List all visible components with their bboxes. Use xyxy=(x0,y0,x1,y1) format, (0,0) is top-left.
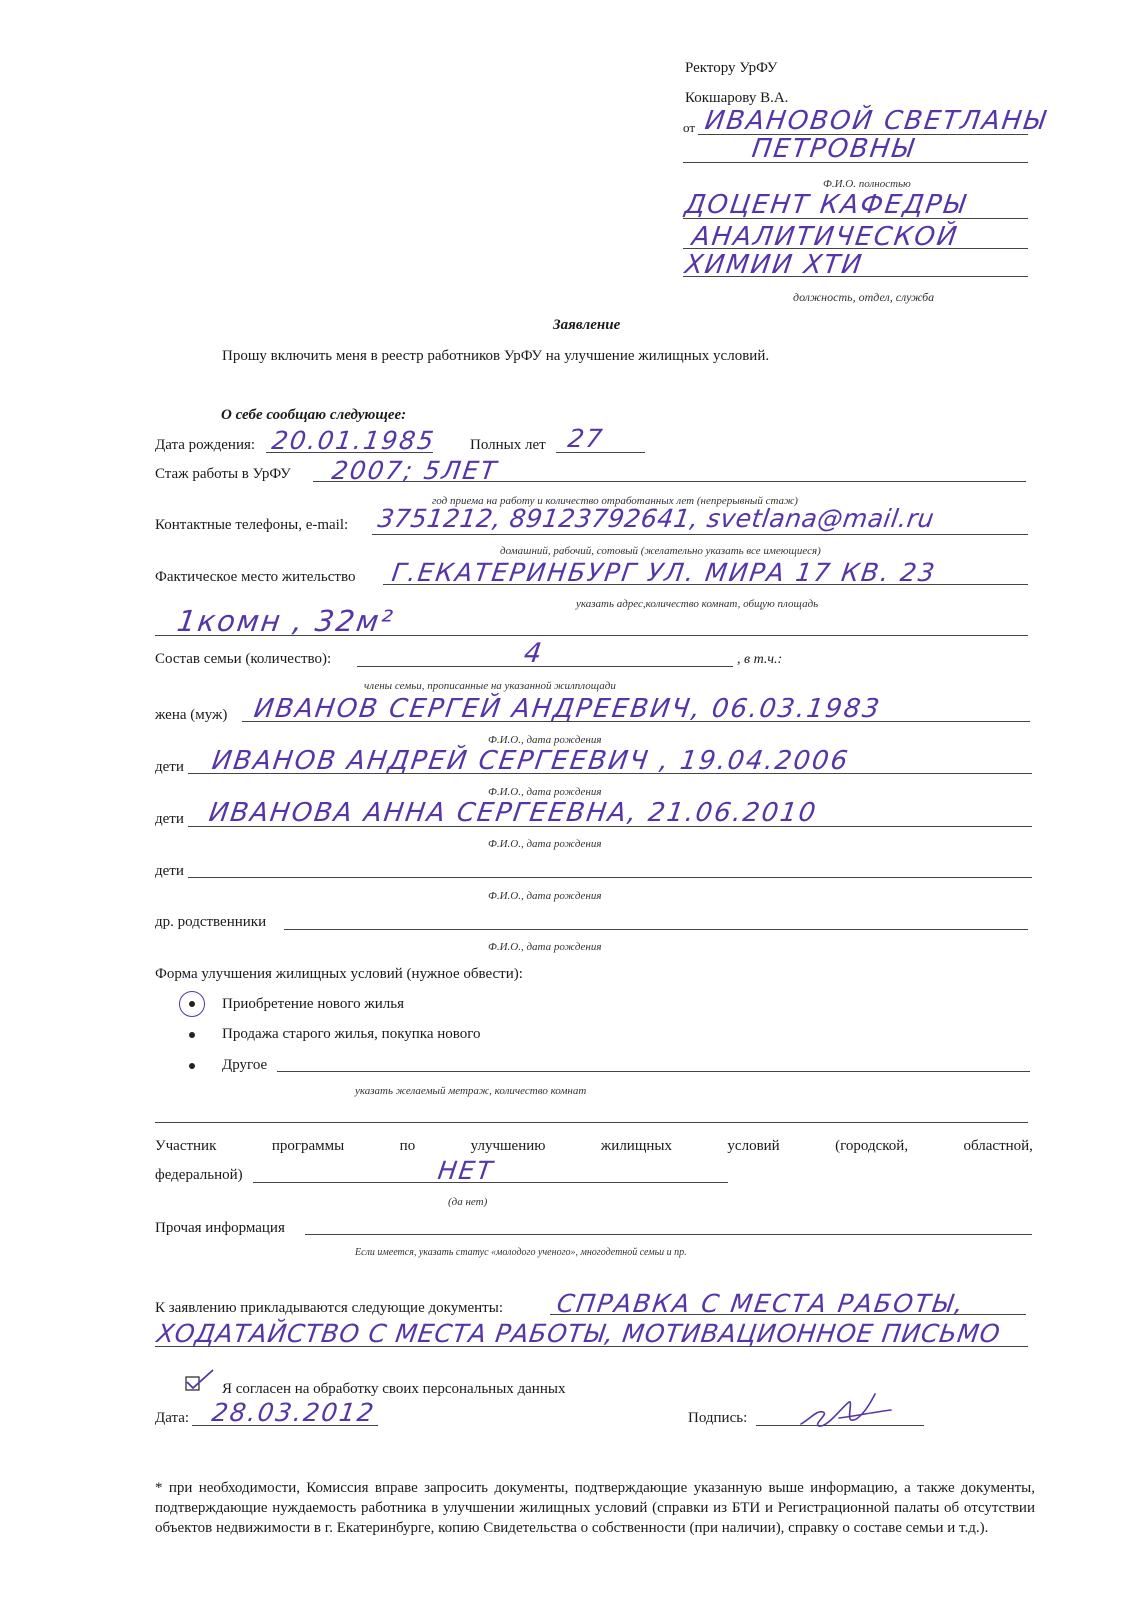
age-label: Полных лет xyxy=(470,437,546,453)
residence-value-2: 1комн , 32м² xyxy=(175,604,397,638)
program-word: условий xyxy=(727,1138,780,1154)
program-word: программы xyxy=(271,1138,345,1154)
documents-line-2 xyxy=(155,1346,1028,1347)
family-caption: члены семьи, прописанные на указанной жилплощади xyxy=(364,680,616,692)
page-title: Заявление xyxy=(553,317,621,333)
option-bullet-3 xyxy=(189,1063,195,1069)
contacts-label: Контактные телефоны, e-mail: xyxy=(155,517,349,533)
option-sell-buy[interactable]: Продажа старого жилья, покупка нового xyxy=(222,1026,481,1042)
age-value: 27 xyxy=(566,424,606,453)
signature-image xyxy=(795,1388,895,1434)
child1-label: дети xyxy=(155,759,184,775)
addressee-line1: Ректору УрФУ xyxy=(685,60,778,76)
contacts-caption: домашний, рабочий, сотовый (желательно указать все имеющиеся) xyxy=(500,545,821,557)
documents-label: К заявлению прикладываются следующие документы: xyxy=(155,1300,503,1316)
improvement-label: Форма улучшения жилищных условий (нужное обвести): xyxy=(155,966,523,982)
program-caption: (да нет) xyxy=(448,1196,488,1208)
consent-checkbox[interactable] xyxy=(183,1368,217,1396)
position-2: АНАЛИТИЧЕСКОЙ xyxy=(690,222,961,252)
residence-label: Фактическое место жительство xyxy=(155,569,356,585)
position-line-1 xyxy=(683,218,1028,219)
child3-line xyxy=(188,877,1032,878)
family-count: 4 xyxy=(522,638,546,669)
program-word: Участник xyxy=(155,1138,217,1154)
residence-caption: указать адрес,количество комнат, общую площадь xyxy=(576,598,819,610)
child1-caption: Ф.И.О., дата рождения xyxy=(488,786,602,798)
date-value: 28.03.2012 xyxy=(210,1398,378,1427)
program-value: НЕТ xyxy=(436,1156,496,1185)
consent-text: Я согласен на обработку своих персональных данных xyxy=(222,1381,566,1397)
relatives-line xyxy=(284,929,1028,930)
relatives-label: др. родственники xyxy=(155,914,267,930)
program-line2: федеральной) xyxy=(155,1167,243,1183)
option-other-line-2 xyxy=(155,1122,1028,1123)
program-word: улучшению xyxy=(470,1138,546,1154)
fio-caption: Ф.И.О. полностью xyxy=(823,178,911,190)
family-incl: , в т.ч.: xyxy=(737,652,783,667)
footnote: * при необходимости, Комиссия вправе запросить документы, подтверждающие указанную выше информацию, а также документы, подтверждающие нуждаемость работника в улучшении жилищных условий (справки из БТИ и Регистрационной палаты об отсутствии объектов недвижимости в г. Екатеринбурге, копию Свидетельства о собственности (при наличии), справку о составе семьи и т.д.). xyxy=(155,1480,1035,1536)
residence-value: Г.ЕКАТЕРИНБУРГ УЛ. МИРА 17 КВ. 23 xyxy=(390,558,939,587)
documents-value-2: ХОДАТАЙСТВО С МЕСТА РАБОТЫ, МОТИВАЦИОННОЕ ПИСЬМО xyxy=(155,1319,1003,1348)
option-new-housing[interactable]: Приобретение нового жилья xyxy=(222,996,404,1012)
child2-value: ИВАНОВА АННА СЕРГЕЕВНА, 21.06.2010 xyxy=(207,798,820,828)
documents-value-1: СПРАВКА С МЕСТА РАБОТЫ, xyxy=(555,1289,967,1318)
spouse-caption: Ф.И.О., дата рождения xyxy=(488,734,602,746)
date-label: Дата: xyxy=(155,1410,190,1426)
experience-value: 2007; 5ЛЕТ xyxy=(330,456,500,485)
residence-line-2 xyxy=(155,635,1028,636)
position-1: ДОЦЕНТ КАФЕДРЫ xyxy=(683,190,969,220)
position-3: ХИМИИ ХТИ xyxy=(683,250,866,280)
position-caption: должность, отдел, служба xyxy=(793,290,935,304)
family-count-line xyxy=(357,666,733,667)
experience-caption: год приема на работу и количество отработанных лет (непрерывный стаж) xyxy=(432,495,798,507)
from-name-2: ПЕТРОВНЫ xyxy=(750,134,917,164)
from-name-line-2 xyxy=(683,162,1028,163)
program-word: (городской, xyxy=(835,1138,909,1154)
family-label: Состав семьи (количество): xyxy=(155,651,332,667)
other-info-line xyxy=(305,1234,1032,1235)
program-word: жилищных xyxy=(600,1138,672,1154)
experience-label: Стаж работы в УрФУ xyxy=(155,466,291,482)
contacts-value: 3751212, 89123792641, svetlana@mail.ru xyxy=(376,504,937,533)
addressee-line2: Кокшарову В.А. xyxy=(685,90,789,106)
signature-label: Подпись: xyxy=(688,1410,748,1426)
child2-caption: Ф.И.О., дата рождения xyxy=(488,838,602,850)
child3-label: дети xyxy=(155,863,184,879)
contacts-line xyxy=(372,534,1028,535)
request-text: Прошу включить меня в реестр работников УрФУ на улучшение жилищных условий. xyxy=(222,348,770,364)
option-bullet-2 xyxy=(189,1032,195,1038)
from-prefix: от xyxy=(683,120,696,135)
relatives-caption: Ф.И.О., дата рождения xyxy=(488,941,602,953)
other-info-label: Прочая информация xyxy=(155,1220,285,1236)
child2-label: дети xyxy=(155,811,184,827)
spouse-label: жена (муж) xyxy=(155,707,228,723)
spouse-value: ИВАНОВ СЕРГЕЙ АНДРЕЕВИЧ, 06.03.1983 xyxy=(252,694,883,724)
child3-caption: Ф.И.О., дата рождения xyxy=(488,890,602,902)
option-bullet-1 xyxy=(189,1001,195,1007)
other-info-caption: Если имеется, указать статус «молодого ученого», многодетной семьи и пр. xyxy=(355,1247,687,1258)
birth-value: 20.01.1985 xyxy=(270,426,438,455)
from-name-1: ИВАНОВОЙ СВЕТЛАНЫ xyxy=(703,106,1049,136)
option-other[interactable]: Другое xyxy=(222,1057,268,1073)
about-heading: О себе сообщаю следующее: xyxy=(221,407,407,423)
program-word: по xyxy=(399,1138,416,1154)
child1-value: ИВАНОВ АНДРЕЙ СЕРГЕЕВИЧ , 19.04.2006 xyxy=(210,746,852,776)
program-word: областной, xyxy=(963,1138,1033,1154)
option-other-caption: указать желаемый метраж, количество комнат xyxy=(355,1085,587,1097)
position-line-2 xyxy=(683,248,1028,249)
birth-label: Дата рождения: xyxy=(155,437,256,453)
program-line xyxy=(155,1138,1033,1155)
option-other-line xyxy=(277,1071,1030,1072)
position-line-3 xyxy=(683,276,1028,277)
